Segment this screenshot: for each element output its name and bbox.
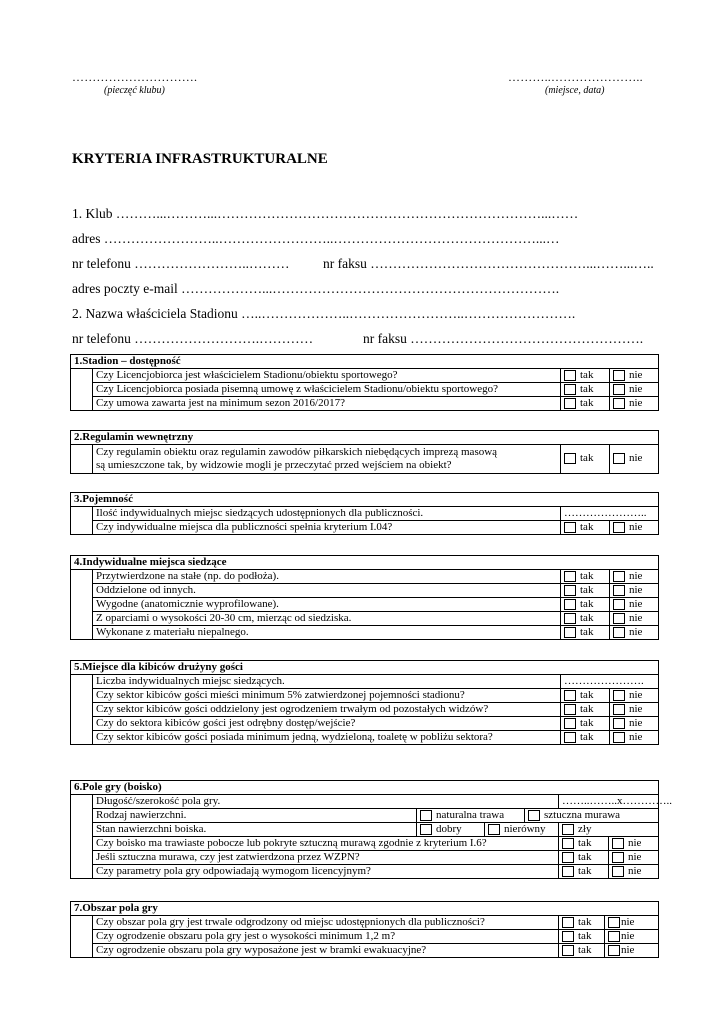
table-row: Czy sektor kibiców gości mieści minimum 5% zatwierdzonej pojemności stadionu? tak nie bbox=[71, 689, 659, 703]
no-checkbox[interactable] bbox=[613, 384, 625, 395]
no-checkbox[interactable] bbox=[613, 613, 625, 624]
table-row: Przytwierdzone na stałe (np. do podłoża). tak nie bbox=[71, 570, 659, 584]
place-date-dots: ………..………………….. bbox=[508, 70, 643, 84]
no-checkbox[interactable] bbox=[613, 599, 625, 610]
section-header: 6.Pole gry (boisko) bbox=[71, 781, 659, 795]
seat-count-field[interactable]: ………………….. bbox=[561, 507, 659, 521]
yes-checkbox[interactable] bbox=[564, 718, 576, 729]
no-checkbox[interactable] bbox=[613, 522, 625, 533]
table-row: Czy sektor kibiców gości oddzielony jest ogrodzeniem trwałym od pozostałych widzów? tak nie bbox=[71, 703, 659, 717]
yes-checkbox[interactable] bbox=[562, 917, 574, 928]
no-checkbox[interactable] bbox=[613, 704, 625, 715]
yes-checkbox[interactable] bbox=[564, 370, 576, 381]
yes-checkbox[interactable] bbox=[564, 690, 576, 701]
yes-checkbox[interactable] bbox=[562, 931, 574, 942]
no-checkbox[interactable] bbox=[613, 627, 625, 638]
section-internal-regulations bbox=[70, 430, 659, 474]
yes-checkbox[interactable] bbox=[564, 704, 576, 715]
table-row: Czy regulamin obiektu oraz regulamin zawodów piłkarskich niebędących imprezą masową są umieszczone tak, by widzowie mogli je przeczytać przed wejściem na obiekt? tak nie bbox=[71, 445, 659, 474]
bad-condition-checkbox[interactable] bbox=[562, 824, 574, 835]
no-checkbox[interactable] bbox=[613, 690, 625, 701]
table-row: Czy do sektora kibiców gości jest odrębny dostęp/wejście? tak nie bbox=[71, 717, 659, 731]
no-checkbox[interactable] bbox=[612, 852, 624, 863]
page-title: KRYTERIA INFRASTRUKTURALNE bbox=[72, 151, 328, 167]
table-row: Czy sektor kibiców gości posiada minimum jedną, wydzieloną, toaletę w pobliżu sektora? tak nie bbox=[71, 731, 659, 745]
club-field[interactable]: 1. Klub ………...………...………………………………………………………………...…… bbox=[72, 206, 579, 221]
section-header: 1.Stadion – dostępność bbox=[71, 355, 659, 369]
owner-phone-field[interactable]: nr telefonu ……………………….………… bbox=[72, 331, 314, 346]
table-row: Ilość indywidualnych miejsc siedzących udostępnionych dla publiczności. ………………….. bbox=[71, 507, 659, 521]
stamp-dots: …………………………. bbox=[72, 70, 198, 84]
section-header: 2.Regulamin wewnętrzny bbox=[71, 431, 659, 445]
no-checkbox[interactable] bbox=[613, 732, 625, 743]
table-row: Oddzielone od innych. tak nie bbox=[71, 584, 659, 598]
no-checkbox[interactable] bbox=[612, 866, 624, 877]
no-checkbox[interactable] bbox=[613, 718, 625, 729]
yes-checkbox[interactable] bbox=[564, 613, 576, 624]
table-row: Z oparciami o wysokości 20-30 cm, mierząc od siedziska. tak nie bbox=[71, 612, 659, 626]
address-field[interactable]: adres ……………………..……………………..………………………………………...… bbox=[72, 231, 560, 246]
yes-checkbox[interactable] bbox=[562, 852, 574, 863]
no-checkbox[interactable] bbox=[608, 931, 620, 942]
away-seat-count-field[interactable]: …………………. bbox=[561, 675, 659, 689]
yes-checkbox[interactable] bbox=[564, 627, 576, 638]
table-row: Czy umowa zawarta jest na minimum sezon 2016/2017? tak nie bbox=[71, 397, 659, 411]
good-condition-checkbox[interactable] bbox=[420, 824, 432, 835]
artificial-turf-checkbox[interactable] bbox=[528, 810, 540, 821]
section-header: 4.Indywidualne miejsca siedzące bbox=[71, 556, 659, 570]
no-checkbox[interactable] bbox=[613, 370, 625, 381]
place-date-label: (miejsce, data) bbox=[545, 85, 605, 96]
uneven-condition-checkbox[interactable] bbox=[488, 824, 500, 835]
yes-checkbox[interactable] bbox=[562, 866, 574, 877]
section-header: 7.Obszar pola gry bbox=[71, 902, 659, 916]
table-row: Liczba indywidualnych miejsc siedzących. …………………. bbox=[71, 675, 659, 689]
yes-checkbox[interactable] bbox=[564, 398, 576, 409]
yes-checkbox[interactable] bbox=[562, 945, 574, 956]
fax-field[interactable]: nr faksu …………………………………………...……...….. bbox=[323, 256, 654, 271]
table-row: Czy obszar pola gry jest trwale odgrodzony od miejsc udostępnionych dla publiczności? tak nie bbox=[71, 916, 659, 930]
pitch-dimensions-field[interactable]: ……..……..x………….. bbox=[559, 795, 659, 809]
section-pitch bbox=[70, 780, 672, 879]
table-row: Rodzaj nawierzchni. naturalna trawa sztuczna murawa bbox=[71, 809, 659, 823]
yes-checkbox[interactable] bbox=[564, 585, 576, 596]
yes-checkbox[interactable] bbox=[564, 384, 576, 395]
section-stadium-availability bbox=[70, 354, 659, 411]
no-checkbox[interactable] bbox=[613, 398, 625, 409]
yes-checkbox[interactable] bbox=[564, 453, 576, 464]
table-row: Czy ogrodzenie obszaru pola gry wyposażone jest w bramki ewakuacyjne? tak nie bbox=[71, 944, 659, 958]
table-row: Jeśli sztuczna murawa, czy jest zatwierdzona przez WZPN? tak nie bbox=[71, 851, 659, 865]
table-row: Stan nawierzchni boiska. dobry nierówny zły bbox=[71, 823, 659, 837]
section-away-fans bbox=[70, 660, 659, 745]
no-checkbox[interactable] bbox=[613, 585, 625, 596]
stamp-label: (pieczęć klubu) bbox=[104, 85, 165, 96]
no-checkbox[interactable] bbox=[613, 453, 625, 464]
section-capacity bbox=[70, 492, 659, 535]
table-row: Czy boisko ma trawiaste pobocze lub pokryte sztuczną murawą zgodnie z kryterium I.6? tak nie bbox=[71, 837, 659, 851]
table-row: Wygodne (anatomicznie wyprofilowane). tak nie bbox=[71, 598, 659, 612]
yes-checkbox[interactable] bbox=[564, 599, 576, 610]
section-individual-seats bbox=[70, 555, 659, 640]
natural-grass-checkbox[interactable] bbox=[420, 810, 432, 821]
table-row: Długość/szerokość pola gry. ……..……..x………….. bbox=[71, 795, 659, 809]
email-field[interactable]: adres poczty e-mail ………………...………………………………………………………. bbox=[72, 281, 560, 296]
no-checkbox[interactable] bbox=[608, 945, 620, 956]
table-row: Czy indywidualne miejsca dla publiczności spełnia kryterium I.04? tak nie bbox=[71, 521, 659, 535]
table-row: Czy Licencjobiorca posiada pisemną umowę z właścicielem Stadionu/obiektu sportowego? tak nie bbox=[71, 383, 659, 397]
table-row: Czy ogrodzenie obszaru pola gry jest o wysokości minimum 1,2 m? tak nie bbox=[71, 930, 659, 944]
section-pitch-area bbox=[70, 901, 659, 958]
section-header: 3.Pojemność bbox=[71, 493, 659, 507]
phone-field[interactable]: nr telefonu ……………………..……… bbox=[72, 256, 290, 271]
yes-checkbox[interactable] bbox=[564, 522, 576, 533]
section-header: 5.Miejsce dla kibiców drużyny gości bbox=[71, 661, 659, 675]
owner-field[interactable]: 2. Nazwa właściciela Stadionu …..………………..……………………..……………………. bbox=[72, 306, 576, 321]
owner-fax-field[interactable]: nr faksu ……………………………………………. bbox=[363, 331, 644, 346]
table-row: Wykonane z materiału niepalnego. tak nie bbox=[71, 626, 659, 640]
yes-checkbox[interactable] bbox=[564, 571, 576, 582]
no-checkbox[interactable] bbox=[612, 838, 624, 849]
yes-checkbox[interactable] bbox=[564, 732, 576, 743]
table-row: Czy Licencjobiorca jest właścicielem Stadionu/obiektu sportowego? tak nie bbox=[71, 369, 659, 383]
table-row: Czy parametry pola gry odpowiadają wymogom licencyjnym? tak nie bbox=[71, 865, 659, 879]
yes-checkbox[interactable] bbox=[562, 838, 574, 849]
no-checkbox[interactable] bbox=[613, 571, 625, 582]
no-checkbox[interactable] bbox=[608, 917, 620, 928]
